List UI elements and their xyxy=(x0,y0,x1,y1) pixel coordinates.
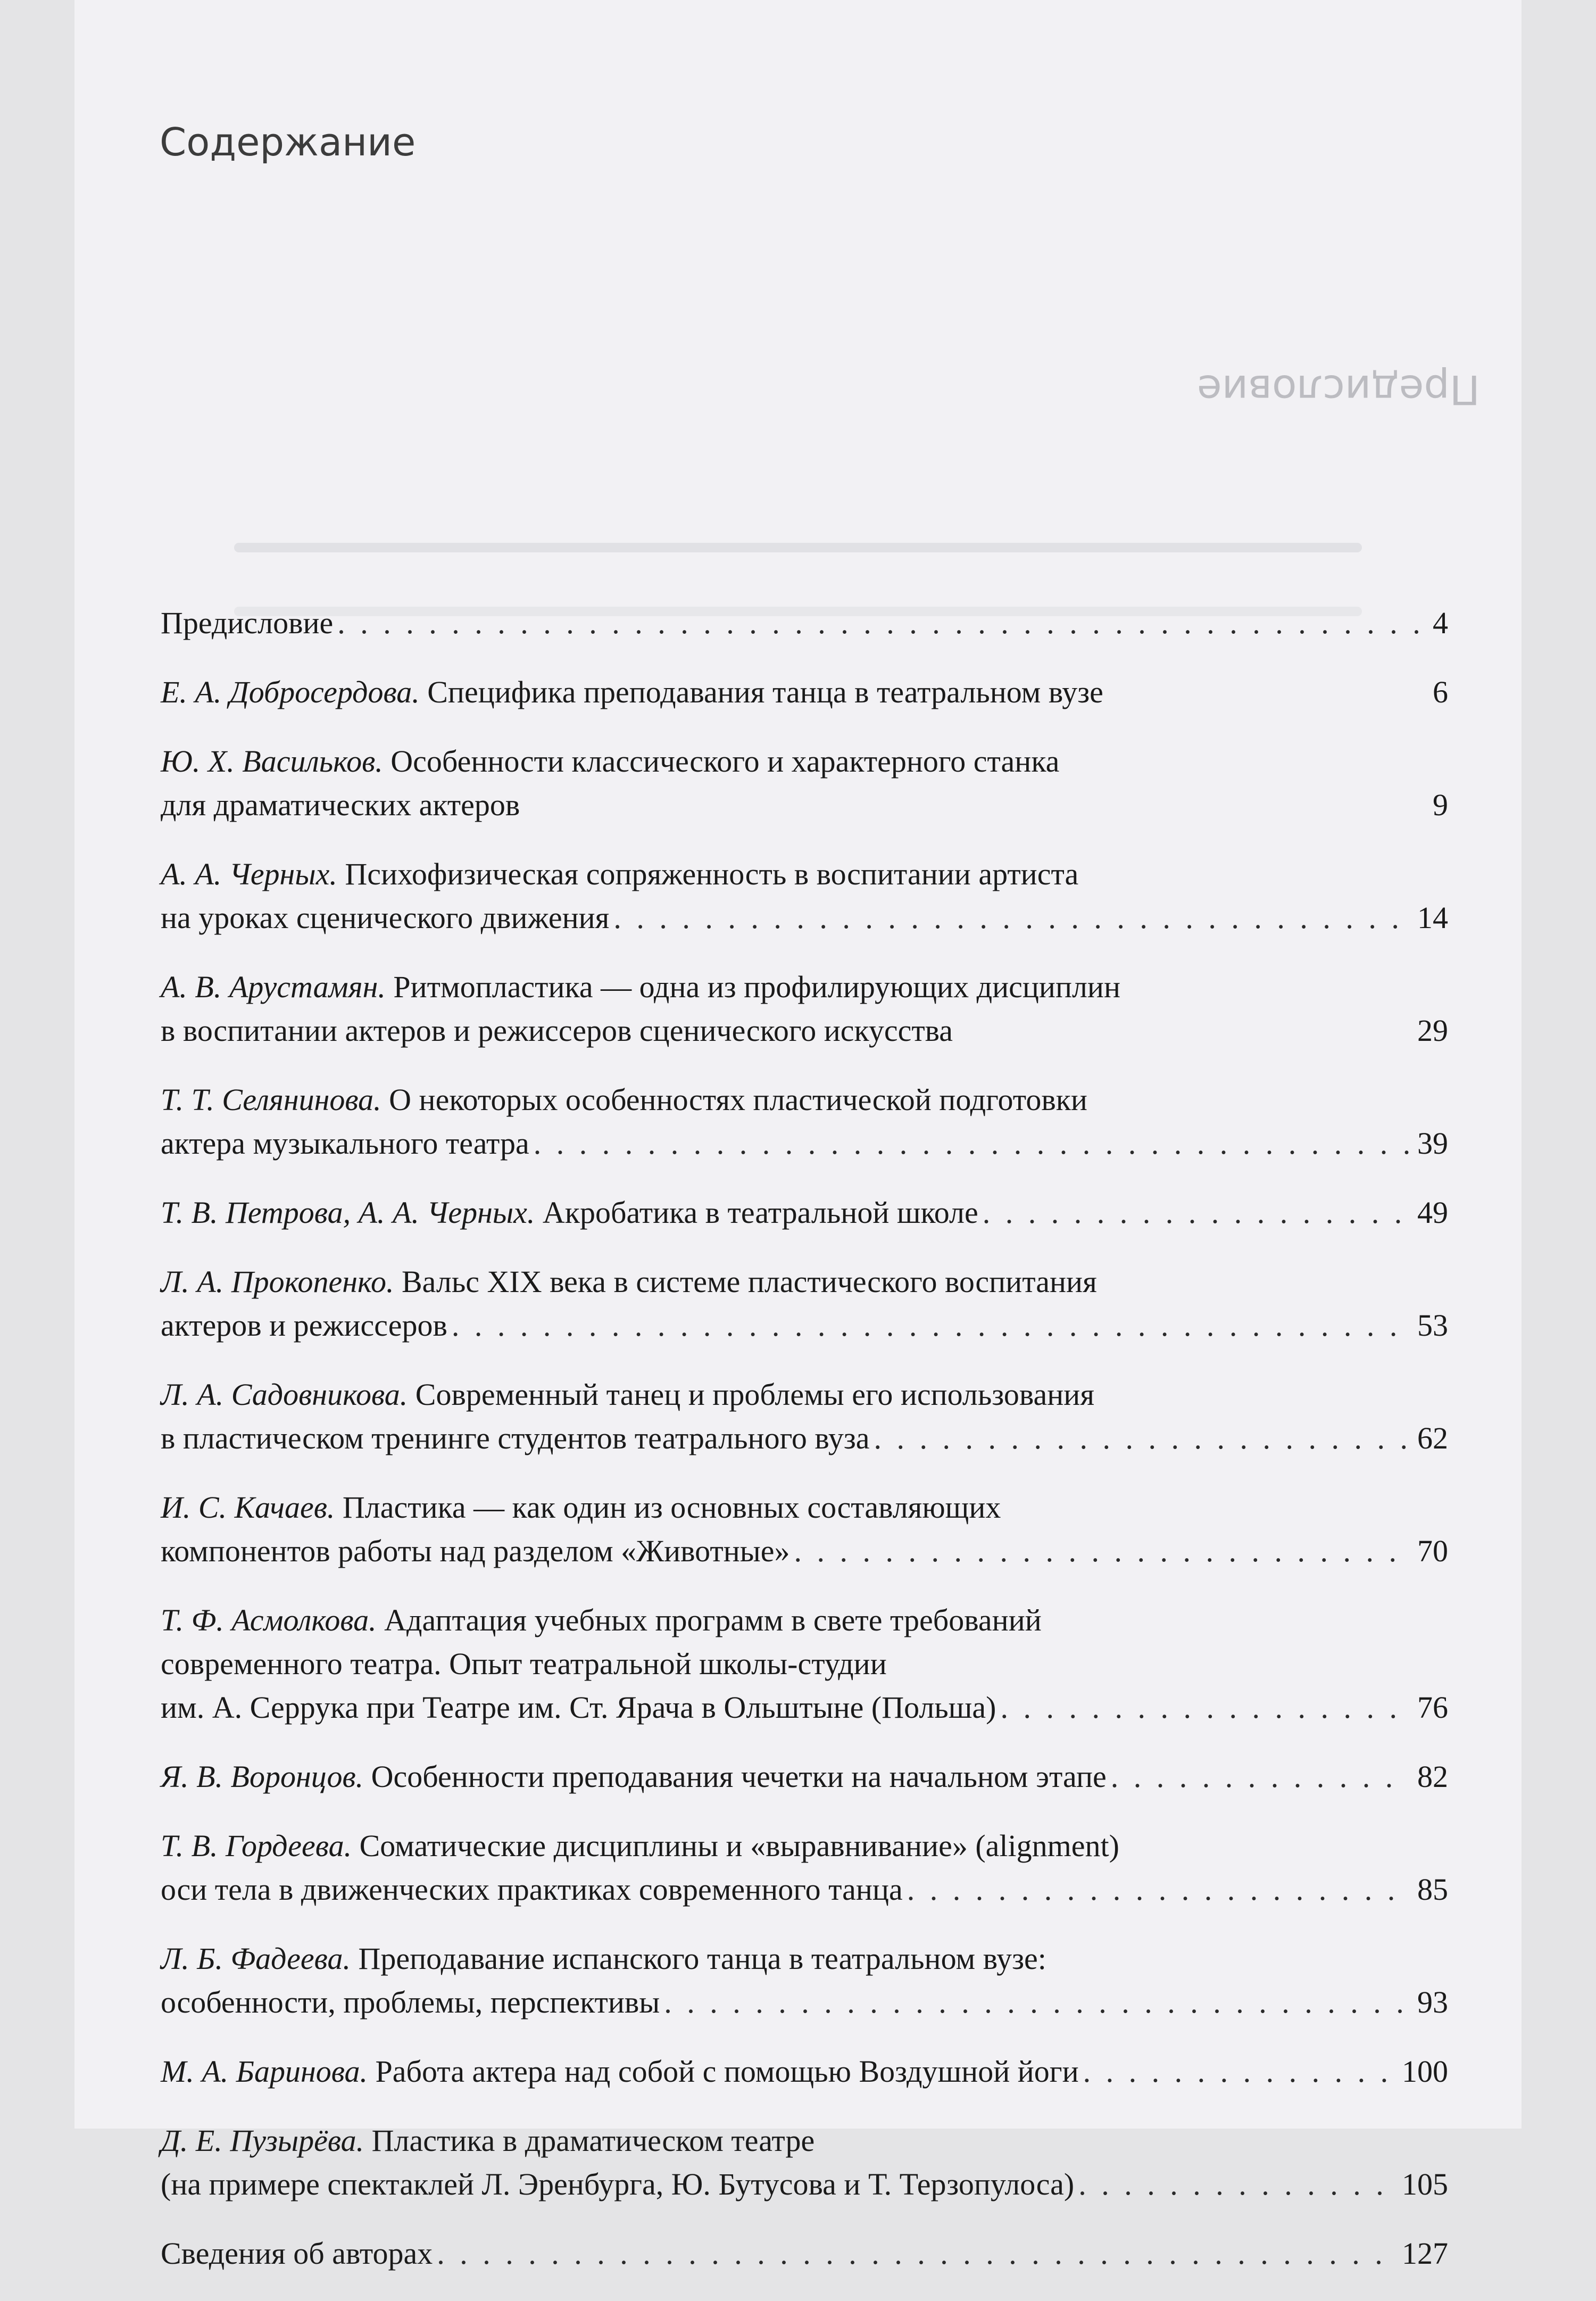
toc-title: актера музыкального театра xyxy=(161,1126,529,1161)
toc-entry xyxy=(161,1260,1448,1347)
toc-author: Т. Ф. Асмолкова. xyxy=(161,1603,377,1637)
toc-title: Предисловие xyxy=(161,606,334,640)
toc-page-number: 49 xyxy=(1417,1195,1448,1230)
toc-page-number: 6 xyxy=(1433,675,1448,709)
toc-entry xyxy=(161,1191,1448,1235)
toc-page-number: 29 xyxy=(1417,1013,1448,1048)
toc-line xyxy=(161,965,1448,1009)
dot-leader xyxy=(613,896,1410,940)
toc-page-number: 100 xyxy=(1402,2054,1448,2089)
toc-text xyxy=(161,1417,869,1460)
page-title: Содержание xyxy=(160,120,416,164)
dot-leader xyxy=(1000,1686,1410,1729)
toc-page-number: 9 xyxy=(1433,788,1448,822)
toc-title: Психофизическая сопряженность в воспитании артиста xyxy=(345,857,1079,891)
toc-title: О некоторых особенностях пластической подготовки xyxy=(389,1082,1087,1117)
table-of-contents xyxy=(161,601,1448,2301)
dot-leader xyxy=(1078,2163,1394,2206)
toc-entry xyxy=(161,740,1448,827)
toc-title: в пластическом тренинге студентов театрального вуза xyxy=(161,1421,870,1455)
toc-text xyxy=(161,1937,1046,1981)
toc-entry xyxy=(161,1486,1448,1573)
toc-title: Ритмопластика — одна из профилирующих дисциплин xyxy=(393,970,1121,1004)
toc-text xyxy=(161,2232,433,2275)
toc-author: Ю. Х. Васильков. xyxy=(161,744,383,779)
dot-leader xyxy=(1111,1755,1410,1799)
toc-line xyxy=(161,1599,1448,1642)
toc-text xyxy=(161,852,1078,896)
toc-page-number: 93 xyxy=(1417,1985,1448,2019)
book-page xyxy=(74,0,1522,2271)
toc-page-number: 39 xyxy=(1417,1126,1448,1161)
toc-text xyxy=(161,783,520,827)
toc-line xyxy=(161,1981,1448,2024)
toc-line xyxy=(161,601,1448,645)
toc-text xyxy=(161,1686,996,1729)
toc-text xyxy=(161,1078,1087,1122)
toc-title: компонентов работы над разделом «Животные» xyxy=(161,1534,790,1568)
toc-page-number: 62 xyxy=(1417,1421,1448,1455)
toc-line xyxy=(161,671,1448,714)
toc-author: Я. В. Воронцов. xyxy=(161,1759,364,1794)
toc-title: Особенности классического и характерного станка xyxy=(390,744,1060,779)
toc-text xyxy=(161,1191,978,1235)
toc-title: для драматических актеров xyxy=(161,788,520,822)
toc-line xyxy=(161,1824,1448,1868)
toc-page-number: 82 xyxy=(1417,1759,1448,1794)
toc-line xyxy=(161,2050,1448,2093)
toc-title: в воспитании актеров и режиссеров сценического искусства xyxy=(161,1013,953,1048)
toc-author: Л. А. Прокопенко. xyxy=(161,1264,394,1299)
dot-leader xyxy=(1083,2050,1394,2093)
toc-title: Сведения об авторах xyxy=(161,2236,433,2271)
dot-leader xyxy=(907,1868,1410,1911)
toc-text xyxy=(161,740,1059,783)
toc-title: Вальс XIX века в системе пластического воспитания xyxy=(401,1264,1097,1299)
toc-text xyxy=(161,1868,903,1911)
dot-leader xyxy=(337,601,1425,645)
toc-line xyxy=(161,2232,1448,2275)
toc-line xyxy=(161,1304,1448,1347)
toc-title: Современный танец и проблемы его использования xyxy=(415,1377,1094,1412)
toc-author: Л. А. Садовникова. xyxy=(161,1377,408,1412)
toc-line xyxy=(161,896,1448,940)
toc-entry xyxy=(161,2232,1448,2275)
toc-page-number: 14 xyxy=(1417,900,1448,935)
toc-author: Т. Т. Селянинова. xyxy=(161,1082,381,1117)
toc-line xyxy=(161,783,1448,827)
toc-author: Т. В. Гордеева. xyxy=(161,1828,352,1863)
toc-title: актеров и режиссеров xyxy=(161,1308,447,1343)
toc-page-number: 105 xyxy=(1402,2167,1448,2201)
toc-entry xyxy=(161,1937,1448,2024)
toc-text xyxy=(161,1122,529,1165)
dot-leader xyxy=(664,1981,1410,2024)
dot-leader xyxy=(874,1417,1410,1460)
toc-entry xyxy=(161,1078,1448,1165)
toc-text xyxy=(161,1755,1107,1799)
toc-entry xyxy=(161,2050,1448,2093)
toc-entry xyxy=(161,1599,1448,1729)
toc-author: А. В. Арустамян. xyxy=(161,970,386,1004)
toc-text xyxy=(161,601,333,645)
toc-page-number: 127 xyxy=(1402,2236,1448,2271)
toc-line xyxy=(161,740,1448,783)
toc-entry xyxy=(161,852,1448,940)
dot-leader xyxy=(983,1191,1410,1235)
toc-line xyxy=(161,1417,1448,1460)
toc-text xyxy=(161,671,1103,714)
toc-line xyxy=(161,2119,1448,2163)
toc-entry xyxy=(161,671,1448,714)
toc-line xyxy=(161,1686,1448,1729)
bleed-through-heading: Предисловие xyxy=(1197,366,1480,413)
toc-author: Д. Е. Пузырёва. xyxy=(161,2123,364,2158)
toc-text xyxy=(161,896,609,940)
toc-line xyxy=(161,1122,1448,1165)
toc-line xyxy=(161,1191,1448,1235)
toc-line xyxy=(161,852,1448,896)
toc-page-number: 4 xyxy=(1433,606,1448,640)
toc-line xyxy=(161,1260,1448,1304)
dot-leader xyxy=(452,1304,1410,1347)
toc-page-number: 76 xyxy=(1417,1690,1448,1725)
toc-entry xyxy=(161,601,1448,645)
toc-line xyxy=(161,2163,1448,2206)
dot-leader xyxy=(534,1122,1410,1165)
toc-title: (на примере спектаклей Л. Эренбурга, Ю. Бутусова и Т. Терзопулоса) xyxy=(161,2167,1075,2201)
dot-leader xyxy=(794,1529,1410,1573)
bleed-through-ornament xyxy=(234,543,1362,552)
toc-text xyxy=(161,2163,1074,2206)
toc-text xyxy=(161,1304,447,1347)
toc-line xyxy=(161,1529,1448,1573)
toc-title: Особенности преподавания чечетки на начальном этапе xyxy=(371,1759,1107,1794)
toc-title: Пластика — как один из основных составляющих xyxy=(342,1490,1001,1525)
toc-page-number: 53 xyxy=(1417,1308,1448,1343)
toc-text xyxy=(161,1824,1119,1868)
toc-author: Л. Б. Фадеева. xyxy=(161,1941,351,1976)
toc-text xyxy=(161,1642,887,1686)
toc-title: Пластика в драматическом театре xyxy=(371,2123,815,2158)
toc-title: Адаптация учебных программ в свете требований xyxy=(384,1603,1042,1637)
toc-line xyxy=(161,1009,1448,1053)
toc-title: им. А. Серрука при Театре им. Ст. Ярача в Ольштыне (Польша) xyxy=(161,1690,996,1725)
toc-text xyxy=(161,1599,1042,1642)
toc-text xyxy=(161,2050,1079,2093)
toc-title: современного театра. Опыт театральной школы-студии xyxy=(161,1646,887,1681)
toc-text xyxy=(161,1529,790,1573)
toc-text xyxy=(161,1373,1094,1417)
toc-title: на уроках сценического движения xyxy=(161,900,610,935)
toc-line xyxy=(161,1937,1448,1981)
toc-line xyxy=(161,1868,1448,1911)
toc-entry xyxy=(161,965,1448,1053)
toc-line xyxy=(161,1078,1448,1122)
toc-text xyxy=(161,1486,1001,1529)
toc-page-number: 70 xyxy=(1417,1534,1448,1568)
toc-line xyxy=(161,1642,1448,1686)
toc-line xyxy=(161,1755,1448,1799)
toc-title: особенности, проблемы, перспективы xyxy=(161,1985,660,2019)
toc-author: М. А. Баринова. xyxy=(161,2054,368,2089)
toc-title: Работа актера над собой с помощью Воздушной йоги xyxy=(375,2054,1079,2089)
toc-text xyxy=(161,1981,660,2024)
toc-line xyxy=(161,1486,1448,1529)
toc-title: Специфика преподавания танца в театральном вузе xyxy=(427,675,1103,709)
toc-text xyxy=(161,965,1120,1009)
toc-entry xyxy=(161,1755,1448,1799)
toc-entry xyxy=(161,1373,1448,1460)
dot-leader xyxy=(437,2232,1394,2275)
toc-line xyxy=(161,1373,1448,1417)
toc-entry xyxy=(161,1824,1448,1911)
toc-page-number: 85 xyxy=(1417,1872,1448,1907)
toc-entry xyxy=(161,2119,1448,2206)
toc-author: Е. А. Добросердова. xyxy=(161,675,420,709)
toc-author: Т. В. Петрова, А. А. Черных. xyxy=(161,1195,535,1230)
toc-author: И. С. Качаев. xyxy=(161,1490,335,1525)
toc-text xyxy=(161,1260,1097,1304)
toc-title: Соматические дисциплины и «выравнивание» (alignment) xyxy=(359,1828,1119,1863)
toc-author: А. А. Черных. xyxy=(161,857,337,891)
toc-text xyxy=(161,2119,814,2163)
toc-title: оси тела в движенческих практиках современного танца xyxy=(161,1872,903,1907)
toc-text xyxy=(161,1009,953,1053)
toc-title: Акробатика в театральной школе xyxy=(542,1195,978,1230)
toc-title: Преподавание испанского танца в театральном вузе: xyxy=(358,1941,1046,1976)
